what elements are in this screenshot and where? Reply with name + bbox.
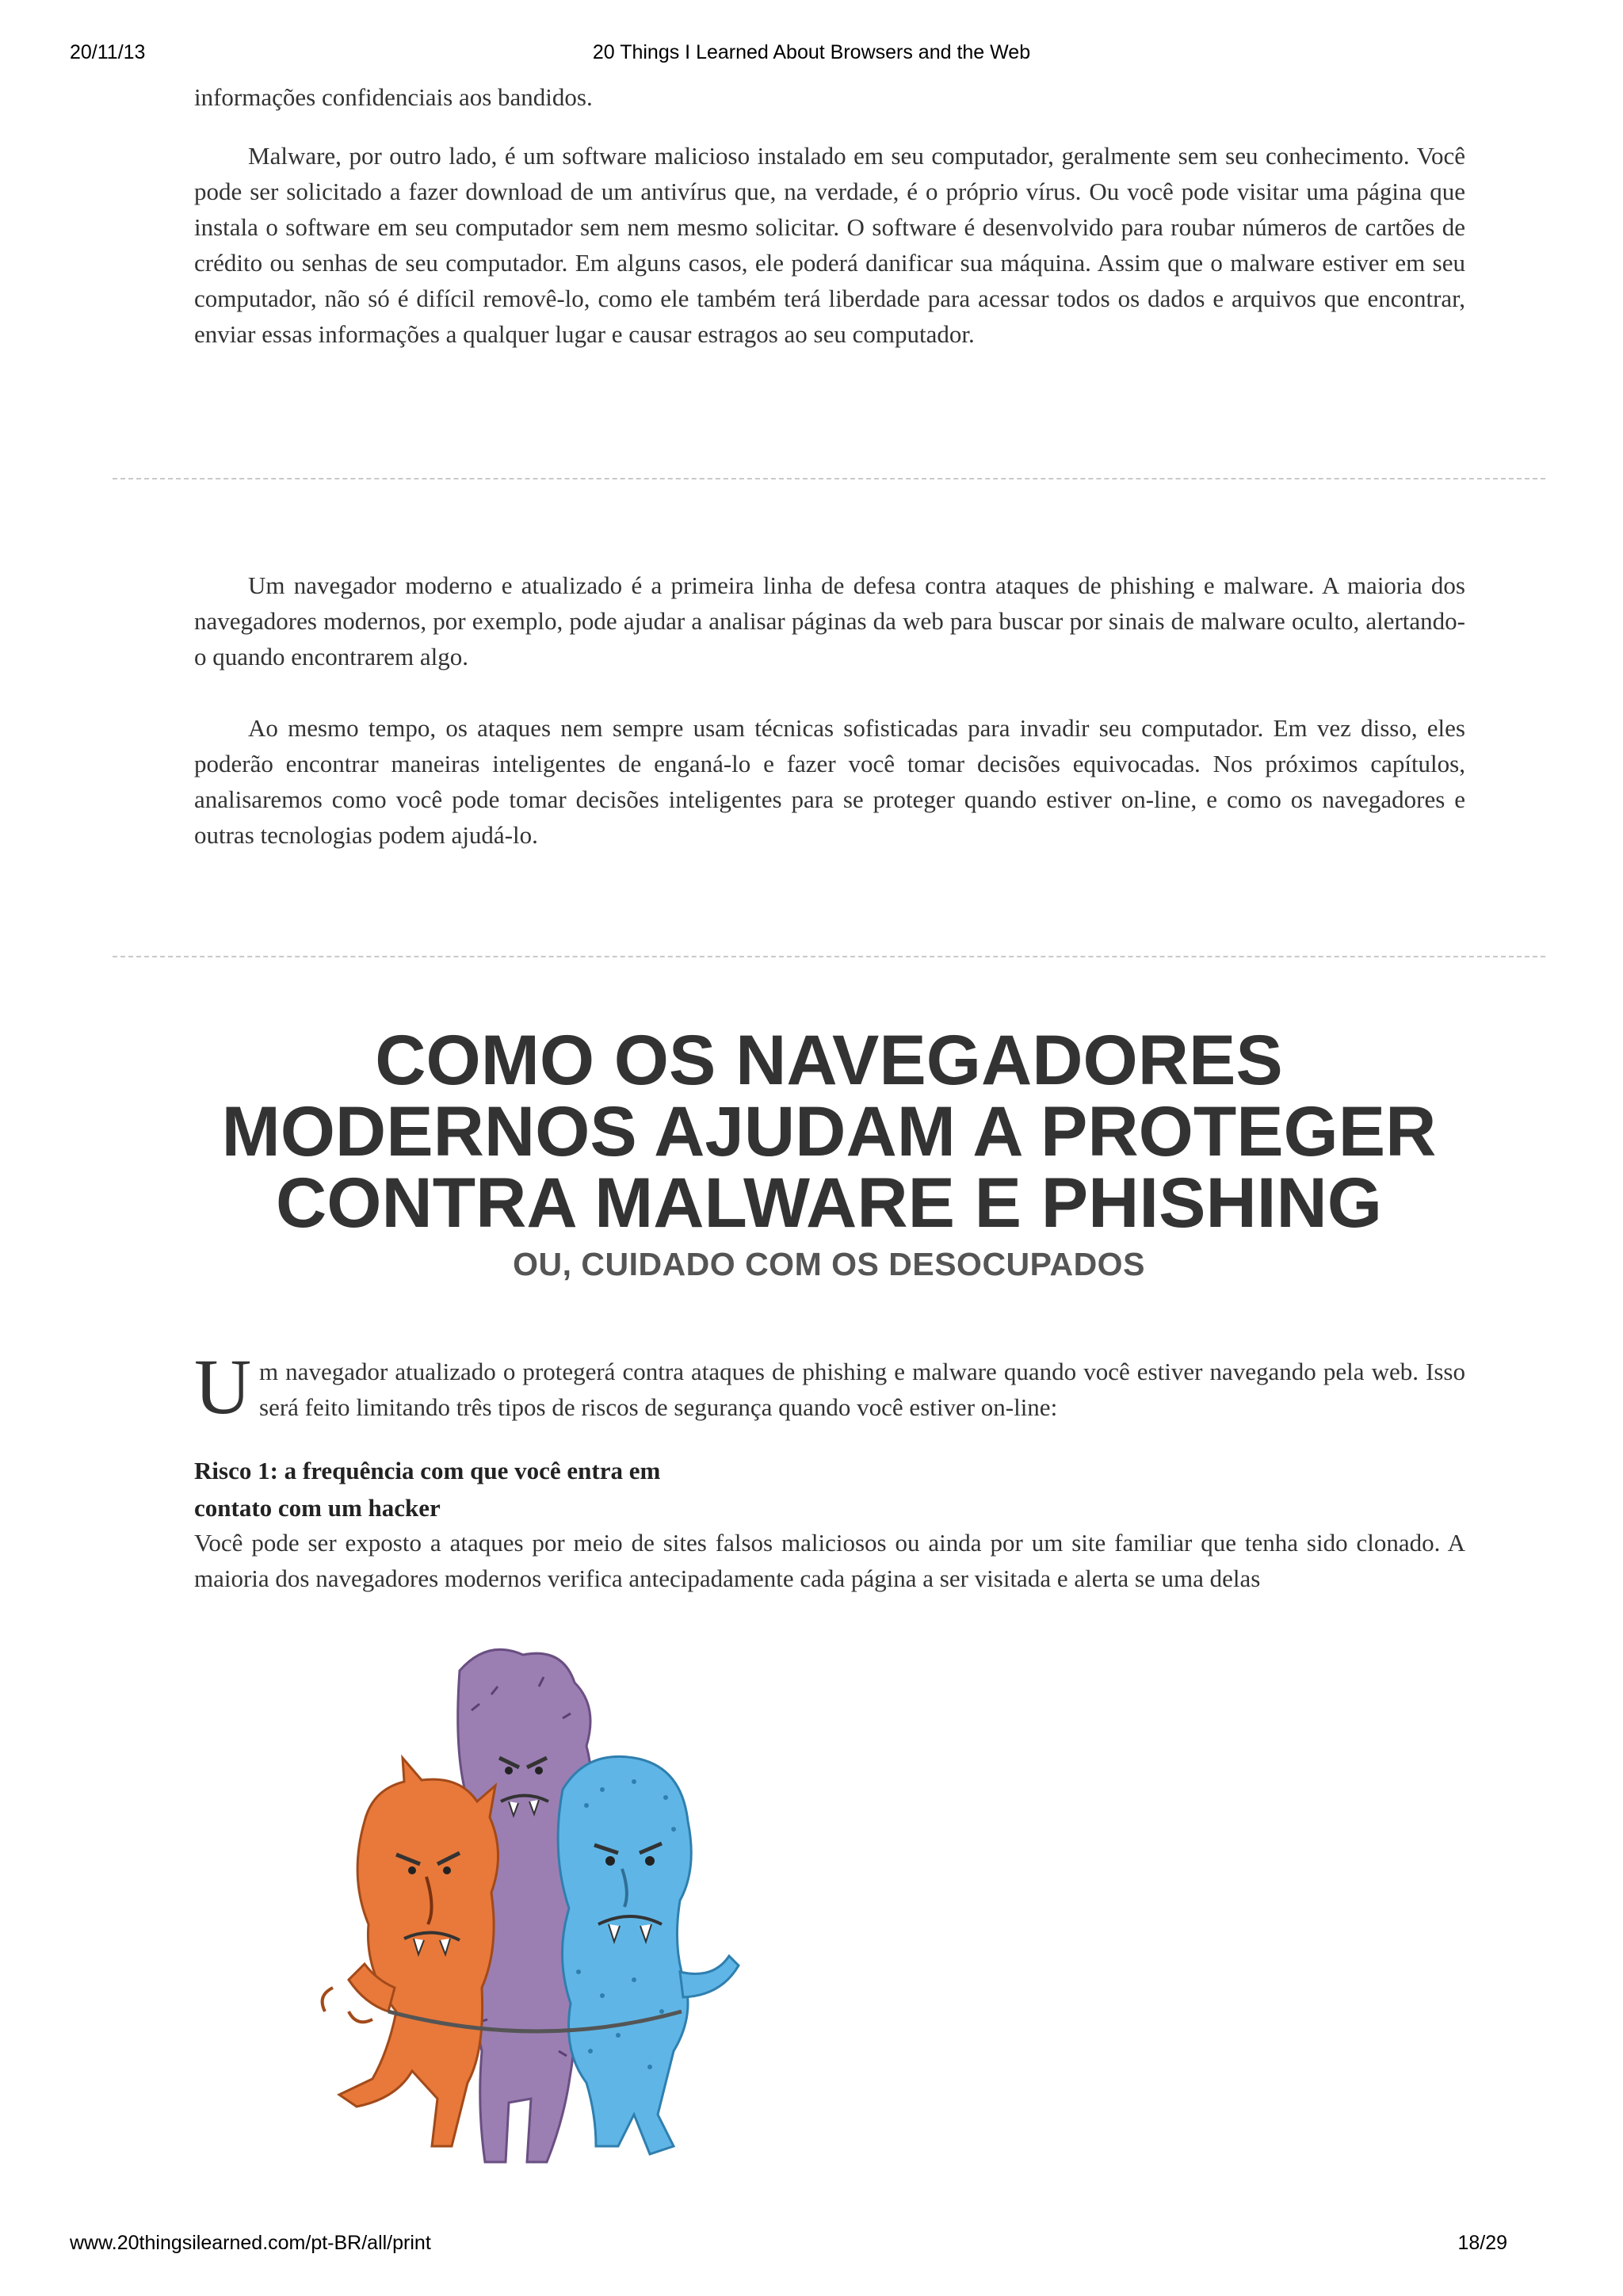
risk-heading-line: Risco 1: a frequência com que você entra em (194, 1457, 661, 1484)
print-document-title: 20 Things I Learned About Browsers and the Web (592, 41, 1031, 63)
risk-heading-line: contato com um hacker (194, 1494, 441, 1522)
print-url: www.20thingsilearned.com/pt-BR/all/print (70, 2232, 431, 2254)
risk-1-paragraph (194, 1525, 1465, 1596)
paragraph-tricks (194, 710, 1465, 853)
monsters-drawing (301, 1639, 745, 2194)
chapter-intro (194, 1343, 1465, 1431)
risk-1-heading (194, 1452, 796, 1526)
print-header (0, 41, 1623, 73)
paragraph-defense (194, 567, 1465, 674)
page-number: 18/29 (1457, 2232, 1507, 2254)
section-divider (113, 956, 1545, 957)
paragraph-text: Malware, por outro lado, é um software malicioso instalado em seu computador, geralmente sem seu conhecimento. Você pode ser solicitado a fazer download de um antivírus que, na verdade, é o próprio vírus. Ou você pode visitar uma página que instala o software em seu computador sem nem mesmo solicitar. O software é desenvolvido para roubar números de cartões de crédito ou senhas de seu computador. Em alguns casos, ele poderá danificar sua máquina. Assim que o malware estiver em seu computador, não só é difícil removê-lo, como ele também terá liberdade para acessar todos os dados e arquivos que encontrar, enviar essas informações a qualquer lugar e causar estragos ao seu computador. (194, 142, 1465, 348)
orange-monster (323, 1758, 498, 2146)
chapter-subtitle: OU, CUIDADO COM OS DESOCUPADOS (513, 1246, 1145, 1282)
intro-text: m navegador atualizado o protegerá contra ataques de phishing e malware quando você estiver navegando pela web. Isso será feito limitando três tipos de riscos de segurança quando você estiver on-line: (259, 1358, 1465, 1421)
paragraph-text: Um navegador moderno e atualizado é a primeira linha de defesa contra ataques de phishing e malware. A maioria dos navegadores modernos, por exemplo, pode ajudar a analisar páginas da web para buscar por sinais de malware oculto, alertando-o quando encontrarem algo. (194, 571, 1465, 670)
blue-monster (558, 1756, 739, 2154)
print-footer (0, 2232, 1623, 2264)
three-monsters-illustration (301, 1639, 745, 2194)
chapter-title (113, 1020, 1545, 1242)
paragraph-text: Ao mesmo tempo, os ataques nem sempre usam técnicas sofisticadas para invadir seu computador. Em vez disso, eles poderão encontrar maneiras inteligentes de enganá-lo e fazer você tomar decisões equivocadas. Nos próximos capítulos, analisaremos como você pode tomar decisões inteligentes para se proteger quando estiver on-line, e como os navegadores e outras tecnologias podem ajudá-lo. (194, 714, 1465, 849)
paragraph-malware (194, 138, 1465, 352)
chapter-title-line: COMO OS NAVEGADORES (375, 1020, 1283, 1099)
paragraph-text: informações confidenciais aos bandidos. (194, 83, 593, 111)
drop-cap: U (194, 1343, 252, 1431)
chapter-title-line: MODERNOS AJUDAM A PROTEGER (221, 1091, 1437, 1171)
paragraph-continuation (194, 79, 1465, 115)
paragraph-text: Você pode ser exposto a ataques por meio de sites falsos maliciosos ou ainda por um site familiar que tenha sido clonado. A maioria dos navegadores modernos verifica antecipadamente cada página a ser visitada e alerta se uma delas (194, 1529, 1465, 1592)
print-date: 20/11/13 (70, 41, 146, 63)
chapter-title-line: CONTRA MALWARE E PHISHING (275, 1163, 1382, 1242)
section-divider (113, 478, 1545, 479)
